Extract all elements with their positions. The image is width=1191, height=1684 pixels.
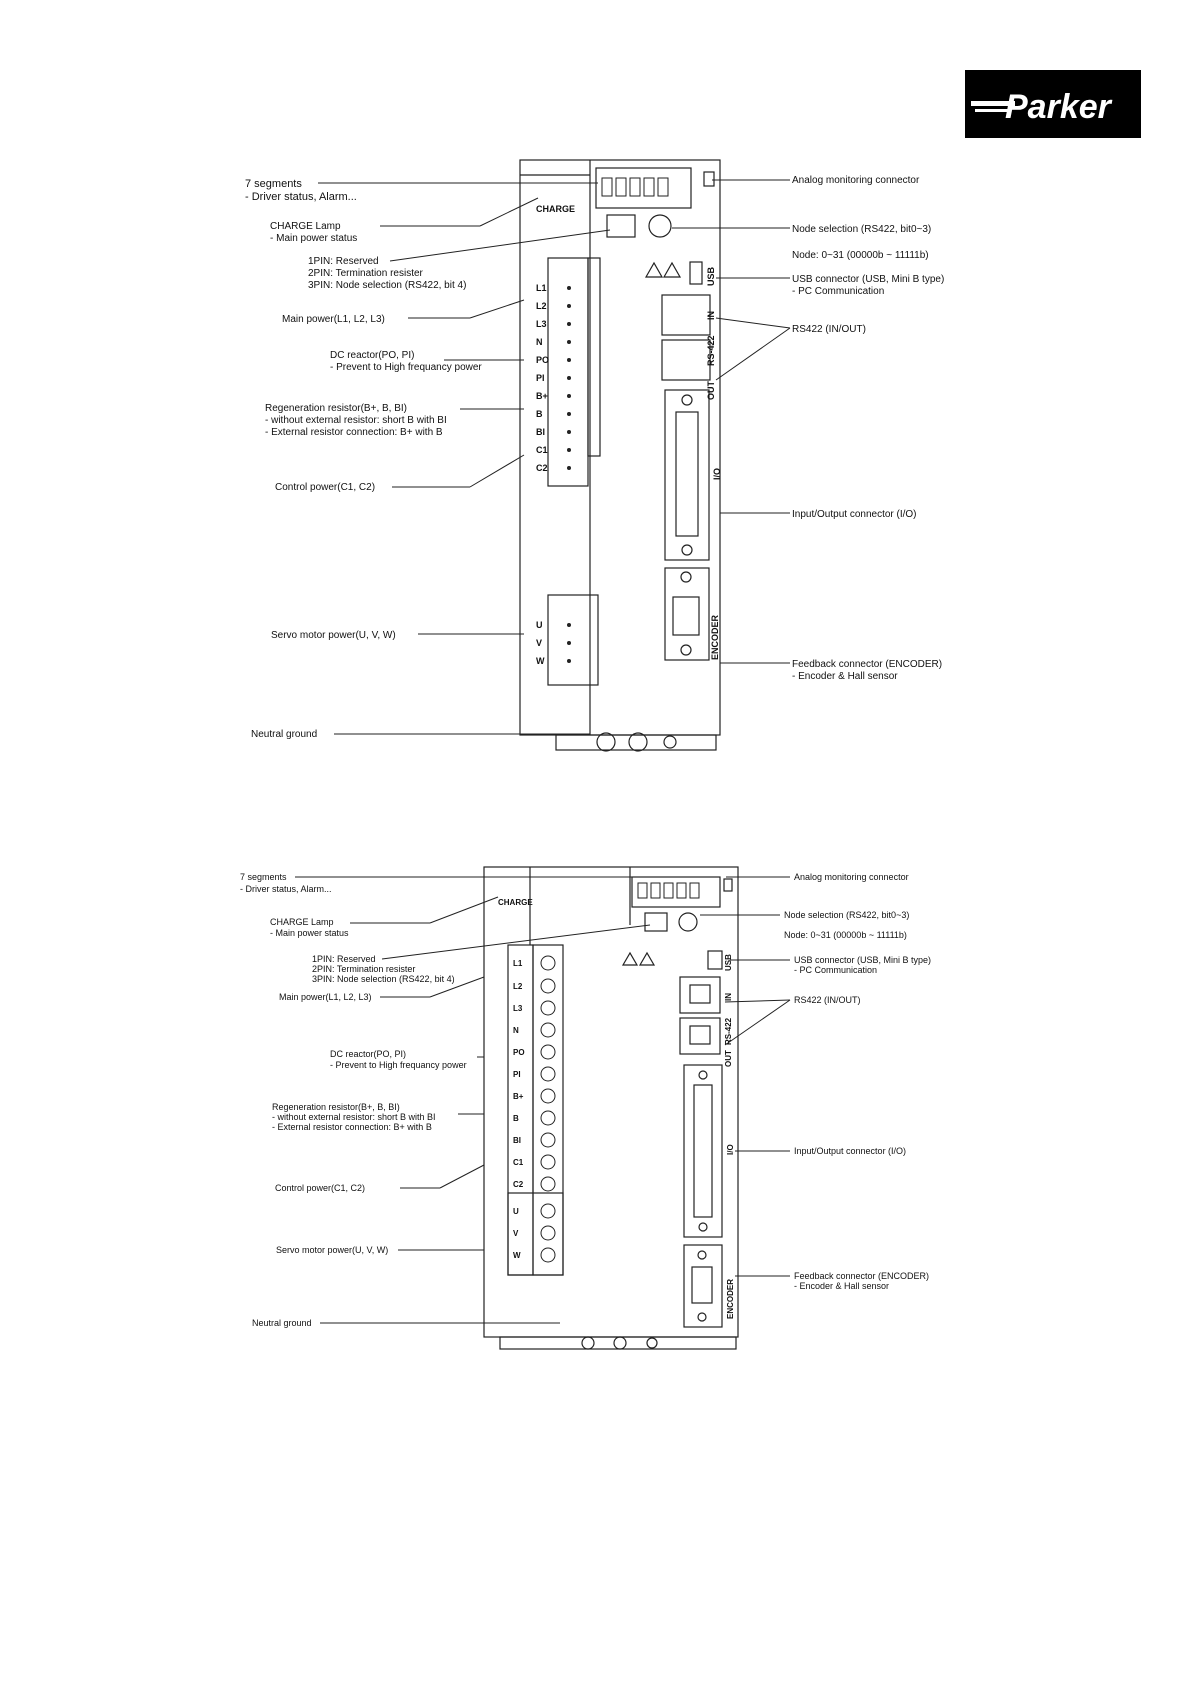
rs422-out-label: OUT: [706, 381, 716, 400]
label-control-power: Control power(C1, C2): [275, 1183, 366, 1193]
terminal-label: C1: [513, 1158, 524, 1167]
rs422-label: RS-422: [706, 335, 716, 366]
ground-screw-icon: [597, 733, 615, 751]
label-node-selection: Node selection (RS422, bit0~3): [792, 224, 932, 235]
ground-screw-icon: [629, 733, 647, 751]
label-usb-connector: USB connector (USB, Mini B type): [794, 955, 932, 965]
label-rs422: RS422 (IN/OUT): [792, 324, 866, 335]
label-charge-lamp: CHARGE Lamp: [270, 221, 341, 232]
parker-logo: [965, 70, 1141, 138]
terminal-label: C2: [536, 463, 548, 473]
terminal-label: L2: [536, 301, 547, 311]
terminal-label: B: [513, 1114, 519, 1123]
drive-diagram-2: [0, 855, 1191, 1355]
terminal-label: B: [536, 409, 543, 419]
drive-diagram-1: [0, 150, 1191, 760]
label-regen-resistor: Regeneration resistor(B+, B, BI): [265, 403, 408, 414]
label-regen-desc-1: - without external resistor: short B with BI: [265, 415, 447, 426]
label-neutral-ground: Neutral ground: [251, 729, 318, 740]
label-feedback-connector: Feedback connector (ENCODER): [792, 659, 943, 670]
label-main-power: Main power(L1, L2, L3): [279, 992, 372, 1002]
label-analog-monitoring: Analog monitoring connector: [792, 175, 920, 186]
motor-terminal-label: U: [513, 1207, 519, 1216]
terminal-label: PO: [536, 355, 550, 365]
terminal-label: PI: [536, 373, 545, 383]
label-servo-motor-power: Servo motor power(U, V, W): [271, 630, 396, 641]
label-node-range: Node: 0~31 (00000b ~ 11111b): [792, 250, 929, 261]
rs422-in-label: IN: [724, 993, 733, 1001]
label-charge-lamp-desc: - Main power status: [270, 928, 349, 938]
label-feedback-desc: - Encoder & Hall sensor: [792, 671, 898, 682]
label-1pin: 1PIN: Reserved: [312, 954, 376, 964]
usb-port-label: USB: [706, 266, 716, 286]
encoder-label: ENCODER: [726, 1278, 735, 1319]
terminal-label: PO: [513, 1048, 525, 1057]
rs422-in-label: IN: [706, 311, 716, 320]
terminal-label: B+: [513, 1092, 524, 1101]
terminal-label: L2: [513, 982, 523, 991]
label-analog-monitoring: Analog monitoring connector: [794, 872, 909, 882]
motor-terminal-label: W: [536, 656, 545, 666]
encoder-label: ENCODER: [710, 614, 720, 660]
label-2pin: 2PIN: Termination resister: [308, 268, 423, 279]
label-charge-lamp: CHARGE Lamp: [270, 917, 334, 927]
label-2pin: 2PIN: Termination resister: [312, 964, 416, 974]
charge-label: CHARGE: [536, 204, 576, 214]
ground-symbol-icon: [664, 736, 676, 748]
terminal-label: N: [536, 337, 543, 347]
label-3pin: 3PIN: Node selection (RS422, bit 4): [308, 280, 467, 291]
terminal-label: L1: [513, 959, 523, 968]
io-label: I/O: [726, 1144, 735, 1155]
terminal-label: C1: [536, 445, 548, 455]
label-regen-desc-2: - External resistor connection: B+ with B: [265, 427, 443, 438]
label-dc-reactor: DC reactor(PO, PI): [330, 1049, 407, 1059]
label-usb-desc: - PC Communication: [794, 965, 878, 975]
label-neutral-ground: Neutral ground: [252, 1318, 312, 1328]
terminal-label: L1: [536, 283, 547, 293]
label-servo-motor-power: Servo motor power(U, V, W): [276, 1245, 389, 1255]
brand-name: Parker: [1005, 88, 1111, 126]
label-charge-lamp-desc: - Main power status: [270, 233, 358, 244]
label-regen-resistor: Regeneration resistor(B+, B, BI): [272, 1102, 400, 1112]
terminal-label: C2: [513, 1180, 524, 1189]
label-dc-reactor-desc: - Prevent to High frequancy power: [330, 1060, 467, 1070]
label-feedback-connector: Feedback connector (ENCODER): [794, 1271, 930, 1281]
label-regen-desc-2: - External resistor connection: B+ with B: [272, 1122, 432, 1132]
label-7-segments-desc: - Driver status, Alarm...: [240, 884, 332, 894]
label-io-connector: Input/Output connector (I/O): [792, 509, 917, 520]
terminal-label: PI: [513, 1070, 521, 1079]
io-label: I/O: [712, 467, 722, 480]
motor-terminal-label: V: [513, 1229, 519, 1238]
label-3pin: 3PIN: Node selection (RS422, bit 4): [312, 974, 455, 984]
label-feedback-desc: - Encoder & Hall sensor: [794, 1281, 890, 1291]
label-7-segments-desc: - Driver status, Alarm...: [245, 191, 357, 203]
terminal-label: L3: [536, 319, 547, 329]
label-7-segments: 7 segments: [245, 178, 302, 190]
rs422-label: RS-422: [724, 1017, 733, 1045]
motor-terminal-label: W: [513, 1251, 521, 1260]
label-control-power: Control power(C1, C2): [275, 482, 376, 493]
drive-housing: [520, 160, 720, 735]
charge-label: CHARGE: [498, 898, 533, 907]
label-usb-desc: - PC Communication: [792, 286, 885, 297]
label-7-segments: 7 segments: [240, 872, 287, 882]
terminal-label: B+: [536, 391, 548, 401]
label-node-range: Node: 0~31 (00000b ~ 11111b): [784, 930, 907, 940]
terminal-label: L3: [513, 1004, 523, 1013]
motor-terminal-label: V: [536, 638, 543, 648]
usb-port-label: USB: [724, 954, 733, 971]
ground-screw-icon: [614, 1337, 626, 1349]
label-dc-reactor-desc: - Prevent to High frequancy power: [330, 362, 482, 373]
label-node-selection: Node selection (RS422, bit0~3): [784, 910, 910, 920]
motor-terminal-label: U: [536, 620, 543, 630]
terminal-label: BI: [513, 1136, 521, 1145]
terminal-label: N: [513, 1026, 519, 1035]
label-1pin: 1PIN: Reserved: [308, 256, 379, 267]
rs422-out-label: OUT: [724, 1050, 733, 1067]
label-regen-desc-1: - without external resistor: short B with BI: [272, 1112, 436, 1122]
ground-symbol-icon: [647, 1338, 657, 1348]
terminal-label: BI: [536, 427, 545, 437]
label-io-connector: Input/Output connector (I/O): [794, 1146, 907, 1156]
ground-screw-icon: [582, 1337, 594, 1349]
label-usb-connector: USB connector (USB, Mini B type): [792, 274, 945, 285]
label-rs422: RS422 (IN/OUT): [794, 995, 861, 1005]
label-dc-reactor: DC reactor(PO, PI): [330, 350, 415, 361]
label-main-power: Main power(L1, L2, L3): [282, 314, 385, 325]
